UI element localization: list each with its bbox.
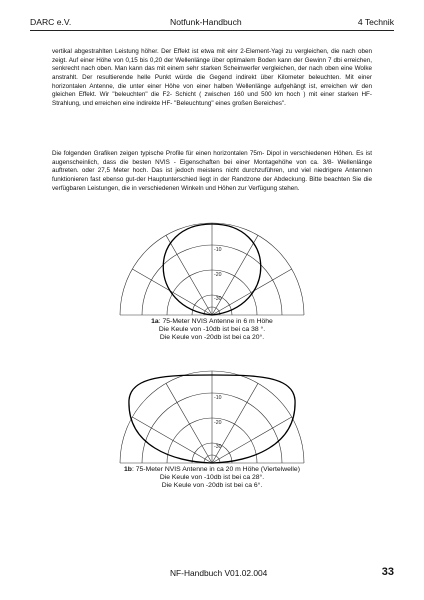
caption-1a bbox=[52, 318, 372, 343]
header-chapter: 4 Technik bbox=[357, 17, 394, 27]
polar-diagram-1a bbox=[117, 222, 307, 317]
ring-label-20: -20 bbox=[214, 272, 222, 278]
ring-label-30: -30 bbox=[214, 444, 222, 450]
paragraph-2: Die folgenden Grafiken zeigen typische Profile für einen horizontalen 75m- Dipol in verschiedenen Höhen. Es ist augenscheinlich, dass die besten NVIS - Eigenschaften bei einer Montagehöhe von ca. 3/8- Wellenlänge auftreten. oder 27,5 Meter hoch. Das ist jedoch meistens nicht durchzuführen, und viel niedrigere Antennen funktionieren fast ebenso gut-der Hauptunterschied liegt in der Randzone der Abdeckung. Bitte beachten Sie die verfügbaren Leistungen, die in verschiedenen Winkeln und Höhen zur Verfügung stehen. bbox=[52, 150, 372, 192]
radial-30l bbox=[166, 383, 212, 463]
polar-diagram-1b-svg bbox=[117, 370, 307, 465]
caption-1a-line-1: Die Keule von -10db ist bei ca 38 °. bbox=[158, 326, 266, 334]
radial-60r bbox=[212, 269, 292, 315]
footer-version: NF-Handbuch V01.02.004 bbox=[170, 568, 268, 578]
ring-label-10: -10 bbox=[214, 247, 222, 253]
polar-diagram-1a-svg bbox=[117, 222, 307, 317]
caption-1b-line-2: Die Keule von -20db ist bei ca 6°. bbox=[161, 482, 263, 490]
caption-1a-label: 1a bbox=[151, 318, 159, 325]
header-title: Notfunk-Handbuch bbox=[170, 17, 242, 27]
polar-diagram-1b bbox=[117, 370, 307, 465]
radial-30l bbox=[166, 235, 212, 315]
radial-60l bbox=[132, 269, 212, 315]
caption-1a-line-2: Die Keule von -20db ist bei ca 20°. bbox=[159, 334, 265, 342]
caption-1b-line-1: Die Keule von -10db ist bei ca 28°. bbox=[159, 474, 265, 482]
ring-label-20: -20 bbox=[214, 420, 222, 426]
caption-1b bbox=[52, 466, 372, 491]
page-number: 33 bbox=[381, 566, 394, 578]
ring-label-10: -10 bbox=[214, 395, 222, 401]
ring-label-30: -30 bbox=[214, 296, 222, 302]
caption-1b-title: : 75-Meter NVIS Antenne in ca 20 m Höhe (Viertelwelle) bbox=[131, 466, 300, 473]
caption-1a-title: : 75-Meter NVIS Antenne in 6 m Höhe bbox=[158, 318, 273, 325]
header-rule bbox=[30, 30, 394, 31]
paragraph-1: vertikal abgestrahlten Leistung höher. Der Effekt ist etwa mit einr 2-Element-Yagi zu vergleichen, die nach oben zeigt. Auf einer Höhe von 0,15 bis 0,20 der Wellenlänge über optimalem Boden kann der Gewinn 7 dbi erreichen, senkrecht nach oben. Man kann das mit einem sehr starken Scheinwerfer vergleichen, der nach oben eine Wolke anstrahlt. Der resultierende helle Punkt würde die Gegend indirekt über Kilometer beleuchten. Mit einer horizontalen Antenne, die unter einer Höhe von einer halben Wellenlänge aufgehängt ist, erreichen wir den gleichen Effekt. Wir "beleuchten" die F2- Schicht ( zwischen 160 und 500 km hoch ) mit einer starken HF- Strahlung, und erreichen eine indirekte HF- "Beleuchtung" eines großen Bereiches". bbox=[52, 48, 372, 107]
header-org: DARC e.V. bbox=[30, 17, 72, 27]
caption-1b-label: 1b bbox=[124, 466, 132, 473]
